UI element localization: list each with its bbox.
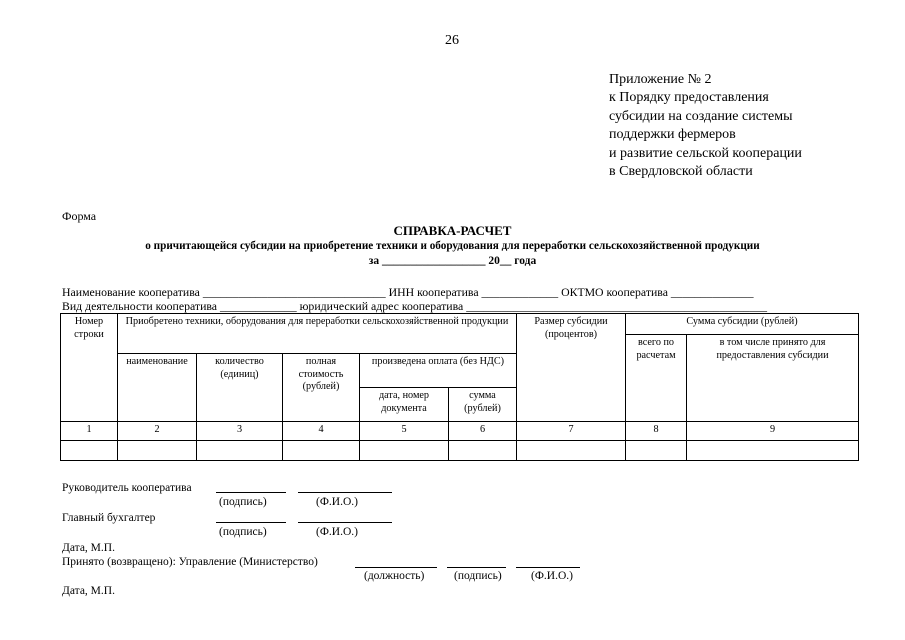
header-quantity: количество (единиц) bbox=[197, 354, 283, 422]
cooperative-activity-line: Вид деятельности кооператива _____________ юридический адрес кооператива ___________________________________________________ bbox=[62, 299, 768, 313]
signature-caption: (подпись) bbox=[219, 526, 267, 538]
signature-line bbox=[216, 522, 286, 523]
header-name: наименование bbox=[118, 354, 197, 422]
header-subsidy-amount: Сумма субсидии (рублей) bbox=[626, 314, 859, 335]
accountant-label: Главный бухгалтер bbox=[62, 512, 156, 524]
report-period: за __________________ 20__ года bbox=[368, 255, 537, 267]
empty-cell bbox=[687, 441, 859, 461]
document-title: СПРАВКА-РАСЧЕТ bbox=[393, 223, 512, 238]
column-number: 4 bbox=[283, 422, 360, 441]
signature-caption: (подпись) bbox=[454, 570, 502, 582]
position-line bbox=[355, 567, 437, 568]
page-number: 26 bbox=[445, 33, 459, 48]
appendix-line: в Свердловской области bbox=[609, 164, 753, 180]
column-number: 9 bbox=[687, 422, 859, 441]
appendix-line: к Порядку предоставления bbox=[609, 90, 769, 106]
fio-caption: (Ф.И.О.) bbox=[316, 496, 358, 508]
header-full-cost: полная стоимость (рублей) bbox=[283, 354, 360, 422]
header-sum: сумма (рублей) bbox=[449, 388, 517, 422]
signature-caption: (подпись) bbox=[219, 496, 267, 508]
head-label: Руководитель кооператива bbox=[62, 482, 192, 494]
fio-line bbox=[516, 567, 580, 568]
header-total: всего по расчетам bbox=[626, 335, 687, 422]
header-doc: дата, номер документа bbox=[360, 388, 449, 422]
fio-caption: (Ф.И.О.) bbox=[531, 570, 573, 582]
empty-cell bbox=[517, 441, 626, 461]
column-number: 6 bbox=[449, 422, 517, 441]
date-stamp: Дата, М.П. bbox=[62, 585, 115, 597]
appendix-note bbox=[609, 71, 802, 181]
header-paid: произведена оплата (без НДС) bbox=[360, 354, 517, 388]
document-subtitle: о причитающейся субсидии на приобретение техники и оборудования для переработки сельскохозяйственной продукции bbox=[145, 240, 760, 252]
signature-line bbox=[447, 567, 506, 568]
date-stamp: Дата, М.П. bbox=[62, 542, 115, 554]
calculation-table bbox=[60, 313, 859, 461]
column-number: 3 bbox=[197, 422, 283, 441]
empty-cell bbox=[360, 441, 449, 461]
appendix-line: и развитие сельской кооперации bbox=[609, 145, 802, 161]
column-number: 2 bbox=[118, 422, 197, 441]
appendix-line: субсидии на создание системы bbox=[609, 108, 793, 124]
empty-cell bbox=[197, 441, 283, 461]
empty-cell bbox=[626, 441, 687, 461]
appendix-line: Приложение № 2 bbox=[609, 72, 712, 87]
accepted-label: Принято (возвращено): Управление (Министерство) bbox=[62, 556, 318, 568]
empty-cell bbox=[283, 441, 360, 461]
empty-cell bbox=[61, 441, 118, 461]
fio-caption: (Ф.И.О.) bbox=[316, 526, 358, 538]
column-number: 1 bbox=[61, 422, 118, 441]
header-row-number: Номер строки bbox=[61, 314, 118, 422]
appendix-line: поддержки фермеров bbox=[609, 127, 736, 143]
cooperative-info-line: Наименование кооператива _______________________________ ИНН кооператива _____________ ОКТМО кооператива ______________ bbox=[62, 285, 754, 299]
signature-line bbox=[216, 492, 286, 493]
fio-line bbox=[298, 492, 392, 493]
header-acquired: Приобретено техники, оборудования для переработки сельскохозяйственной продукции bbox=[118, 314, 517, 354]
header-accepted: в том числе принято для предоставления субсидии bbox=[687, 335, 859, 422]
empty-cell bbox=[449, 441, 517, 461]
position-caption: (должность) bbox=[364, 570, 425, 582]
column-number: 8 bbox=[626, 422, 687, 441]
empty-cell bbox=[118, 441, 197, 461]
column-number: 7 bbox=[517, 422, 626, 441]
form-label: Форма bbox=[62, 209, 97, 223]
column-number: 5 bbox=[360, 422, 449, 441]
header-subsidy-size: Размер субсидии (процентов) bbox=[517, 314, 626, 422]
fio-line bbox=[298, 522, 392, 523]
